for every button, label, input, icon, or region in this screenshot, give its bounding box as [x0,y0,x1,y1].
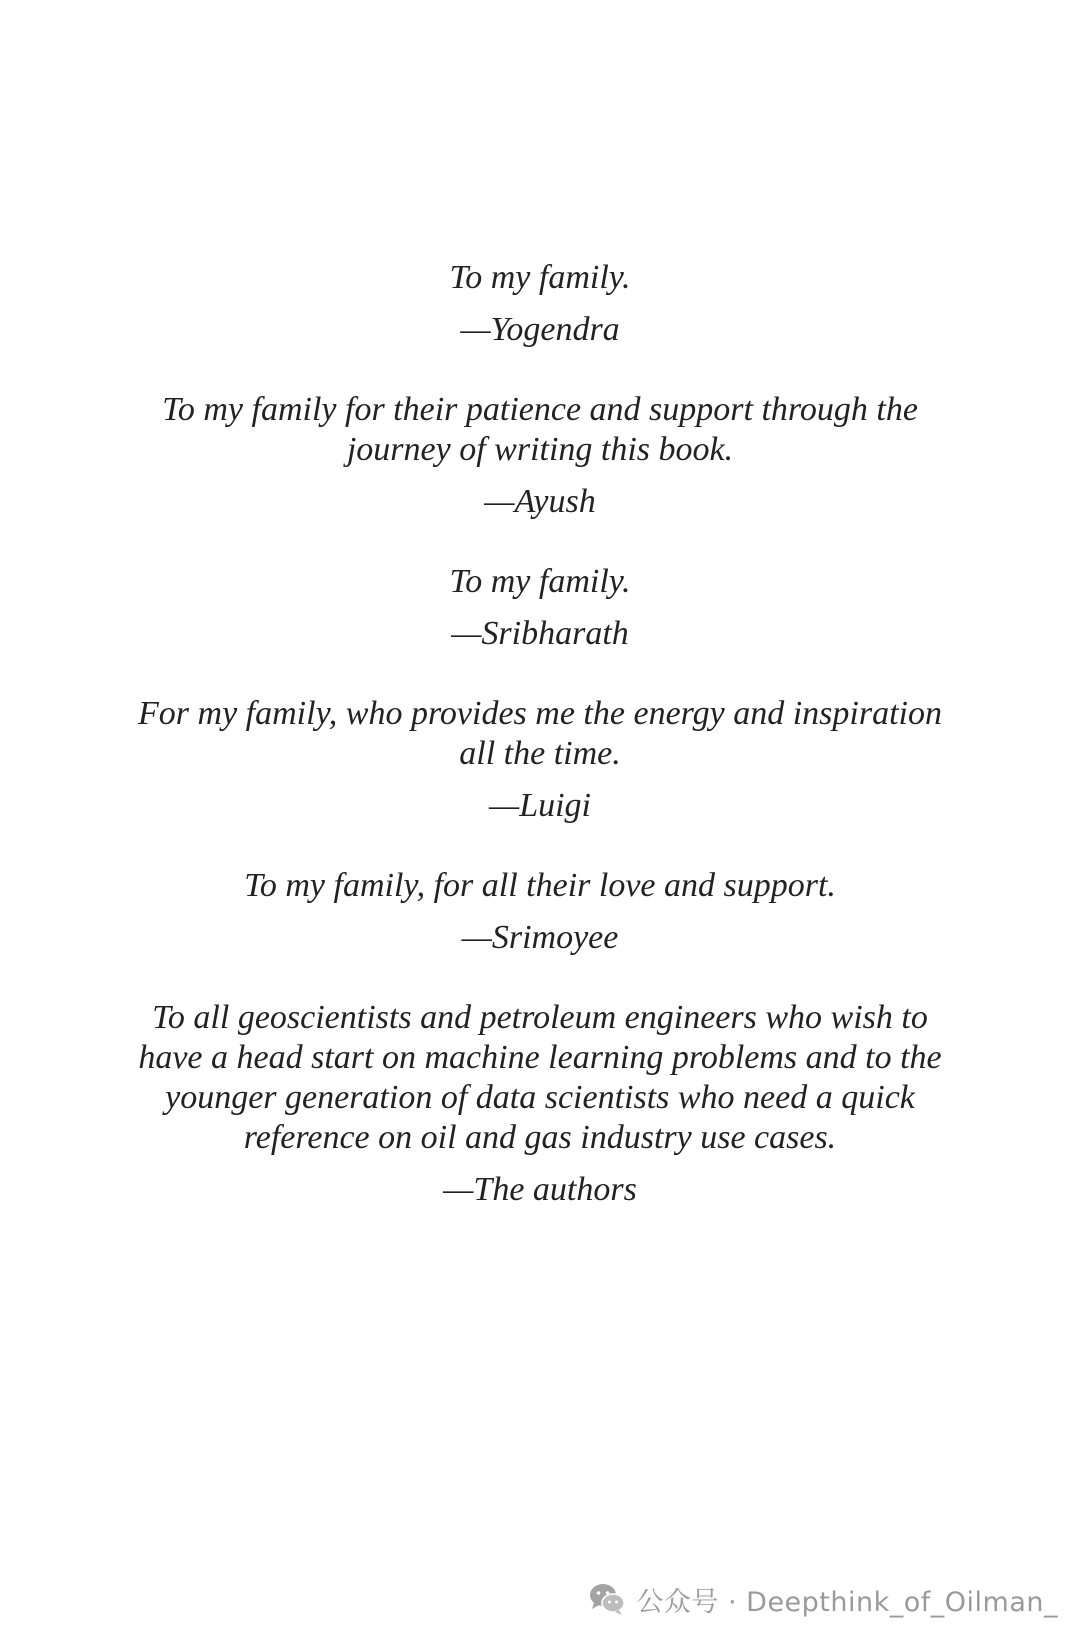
dedication-text: To my family. [449,259,631,296]
dedication-text: To my family. [449,563,631,600]
wechat-icon [588,1582,626,1616]
dedication-text: To my family, for all their love and support. [244,867,836,904]
dedication-text: To my family for their patience and support through the journey of writing this book. [162,391,918,468]
watermark-text: 公众号 · Deepthink_of_Oilman_ [636,1586,1058,1618]
dedications [120,258,960,1250]
dedication-signature: —Ayush [484,483,596,520]
dedication-signature: —Srimoyee [461,919,619,956]
dedication-ayush [120,390,960,522]
dedication-text: For my family, who provides me the energy and inspiration all the time. [138,695,942,772]
dedication-signature: —Sribharath [451,615,629,652]
dedication-yogendra [120,258,960,350]
dedication-srimoyee [120,866,960,958]
dedication-signature: —Yogendra [460,311,620,348]
dedication-signature: —The authors [443,1171,637,1208]
dedication-luigi [120,694,960,826]
dedication-the-authors [120,998,960,1210]
dedication-text: To all geoscientists and petroleum engineers who wish to have a head start on machine learning problems and to the younger generation of data scientists who need a quick reference on oil and gas industry use cases. [138,999,942,1156]
dedication-signature: —Luigi [488,787,592,824]
dedication-sribharath [120,562,960,654]
watermark [588,1579,1058,1619]
